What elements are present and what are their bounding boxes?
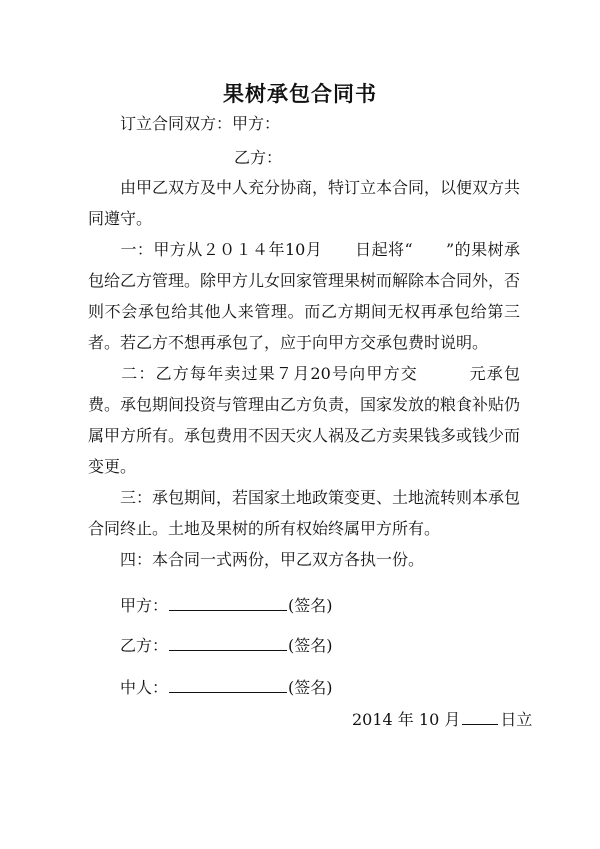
clause-1-text: 一：甲方从２０１４年10月 日起将“ ”的果树承包给乙方管理。除甲方儿女回家管理果树而解除本合同外，否则不会承包给其他人来管理。而乙方期间无权再承包给第三者。若乙方不想再承包了，应于向甲方交承包费时说明。 [88, 240, 521, 352]
signature-suffix: (签名) [288, 596, 333, 615]
date-prefix: 2014 年 10 月 [352, 710, 461, 729]
signature-blank [169, 676, 287, 693]
signature-row-middleman [120, 676, 333, 698]
signature-label: 乙方： [120, 636, 169, 655]
signature-suffix: (签名) [288, 636, 333, 655]
clause-4-text: 四：本合同一式两份，甲乙双方各执一份。 [120, 550, 425, 569]
signature-label: 中人： [120, 678, 169, 697]
party-b-line: 乙方： [234, 148, 283, 167]
contract-date [352, 708, 532, 730]
clause-2-paragraph [88, 358, 520, 482]
signature-row-party-a [120, 594, 333, 616]
preamble-paragraph [88, 172, 520, 234]
signature-suffix: (签名) [288, 678, 333, 697]
signature-label: 甲方： [120, 596, 169, 615]
clause-3-text: 三：承包期间，若国家土地政策变更、土地流转则本承包合同终止。土地及果树的所有权始终属甲方所有。 [88, 488, 521, 538]
clause-4-paragraph [88, 544, 520, 575]
parties-line: 订立合同双方：甲方： [120, 114, 281, 133]
signature-blank [169, 594, 287, 611]
clause-1-paragraph [88, 234, 520, 358]
preamble-text: 由甲乙双方及中人充分协商，特订立本合同，以便双方共同遵守。 [88, 178, 521, 228]
signature-row-party-b [120, 634, 333, 656]
date-day-blank [462, 708, 498, 725]
date-suffix: 日立 [500, 710, 533, 729]
document-title: 果树承包合同书 [223, 81, 377, 106]
clause-2-text: 二：乙方每年卖过果７月20号向甲方交 元承包费。承包期间投资与管理由乙方负责，国家发放的粮食补贴仍属甲方所有。承包费用不因天灾人祸及乙方卖果钱多或钱少而变更。 [88, 364, 521, 476]
clause-3-paragraph [88, 482, 520, 544]
signature-blank [169, 634, 287, 651]
